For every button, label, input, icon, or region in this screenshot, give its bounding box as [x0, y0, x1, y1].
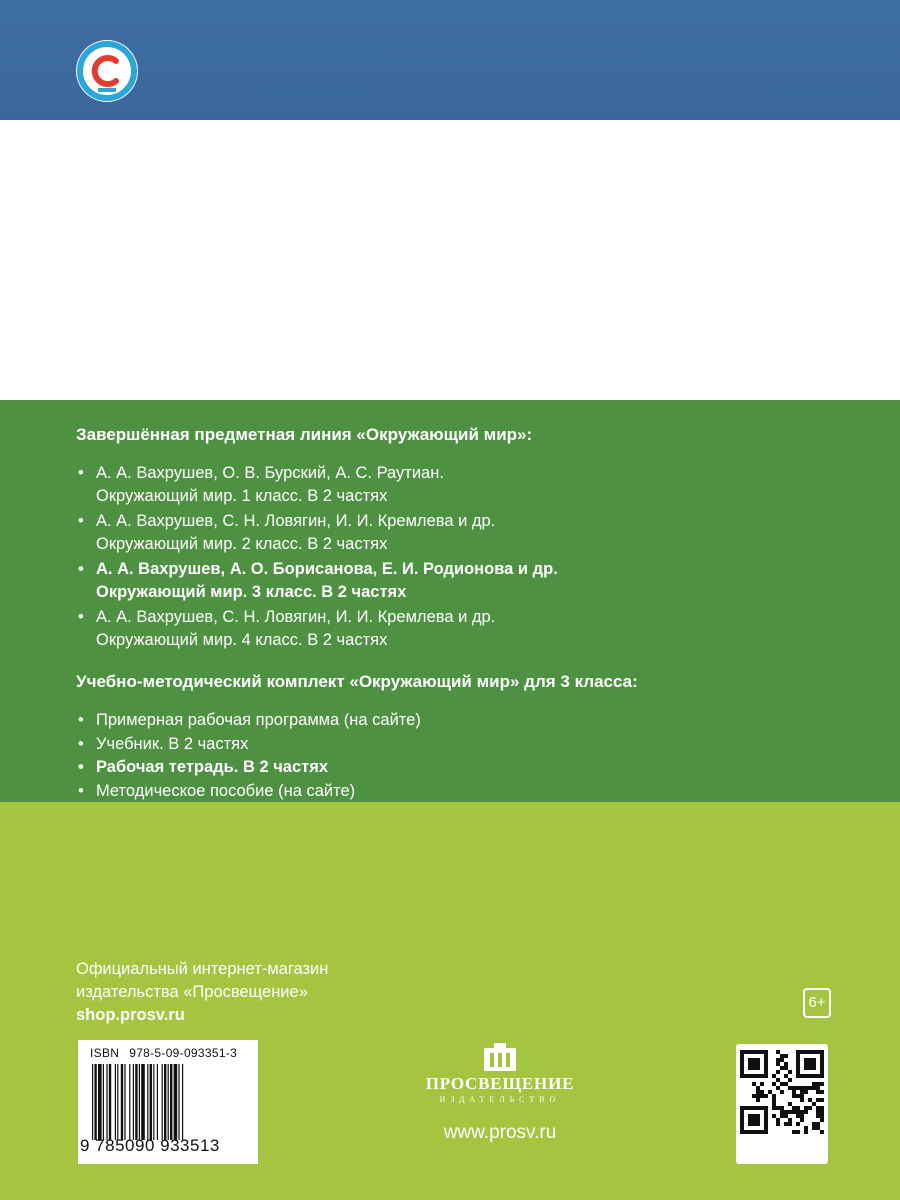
age-rating-badge: 6+ [803, 988, 831, 1018]
list-item-current [76, 558, 856, 603]
list-item [76, 510, 856, 555]
white-band [0, 120, 900, 400]
isbn-line [90, 1046, 237, 1060]
list-item-line: • А. А. Вахрушев, С. Н. Ловягин, И. И. Кремлева и др. [96, 608, 496, 626]
publisher-logo-icon [483, 1042, 517, 1072]
publisher-subtitle: ИЗДАТЕЛЬСТВО [439, 1095, 561, 1104]
green-info-band [0, 400, 900, 802]
list-item-current: • Рабочая тетрадь. В 2 частях [76, 756, 856, 779]
list-item [76, 462, 856, 507]
shop-url-link[interactable]: shop.prosv.ru [76, 1006, 185, 1024]
list-item-line: • А. А. Вахрушев, С. Н. Ловягин, И. И. Кремлева и др. [96, 512, 496, 530]
publisher-name: ПРОСВЕЩЕНИЕ [425, 1074, 575, 1093]
shop-line: Официальный интернет-магазин [76, 960, 329, 978]
shop-info [76, 958, 328, 1027]
line-heading: Завершённая предметная линия «Окружающий мир»: [76, 425, 533, 444]
publisher-url-link[interactable]: www.prosv.ru [443, 1122, 557, 1143]
info-content [76, 424, 856, 803]
barcode-digits: 9 785090 933513 [80, 1136, 220, 1155]
list-item-line: • А. А. Вахрушев, А. О. Борисанова, Е. И. Родионова и др. [96, 560, 558, 578]
kit-list [76, 709, 856, 802]
list-item: • Примерная рабочая программа (на сайте) [76, 709, 856, 732]
barcode-bars-icon [92, 1064, 248, 1140]
list-item-line: Окружающий мир. 4 класс. В 2 частях [96, 630, 388, 649]
list-item-line: Окружающий мир. 2 класс. В 2 частях [96, 534, 388, 553]
top-blue-band [0, 0, 900, 120]
line-list [76, 462, 856, 651]
globe-logo-icon [76, 40, 138, 102]
publisher-block [410, 1042, 590, 1144]
barcode [78, 1040, 258, 1164]
shop-line: издательства «Просвещение» [76, 983, 308, 1001]
list-item [76, 606, 856, 651]
list-item: • Методическое пособие (на сайте) [76, 780, 856, 803]
list-item: • Учебник. В 2 частях [76, 733, 856, 756]
list-item-line: Окружающий мир. 3 класс. В 2 частях [96, 582, 407, 601]
list-item-line: • А. А. Вахрушев, О. В. Бурский, А. С. Раутиан. [96, 464, 444, 482]
kit-heading: Учебно-методический комплект «Окружающий мир» для 3 класса: [76, 672, 638, 691]
qr-code[interactable] [736, 1044, 828, 1164]
isbn-value: 978-5-09-093351-3 [129, 1046, 238, 1060]
qr-code-icon [740, 1050, 824, 1134]
list-item-line: Окружающий мир. 1 класс. В 2 частях [96, 486, 388, 505]
isbn-label: ISBN [90, 1046, 120, 1060]
